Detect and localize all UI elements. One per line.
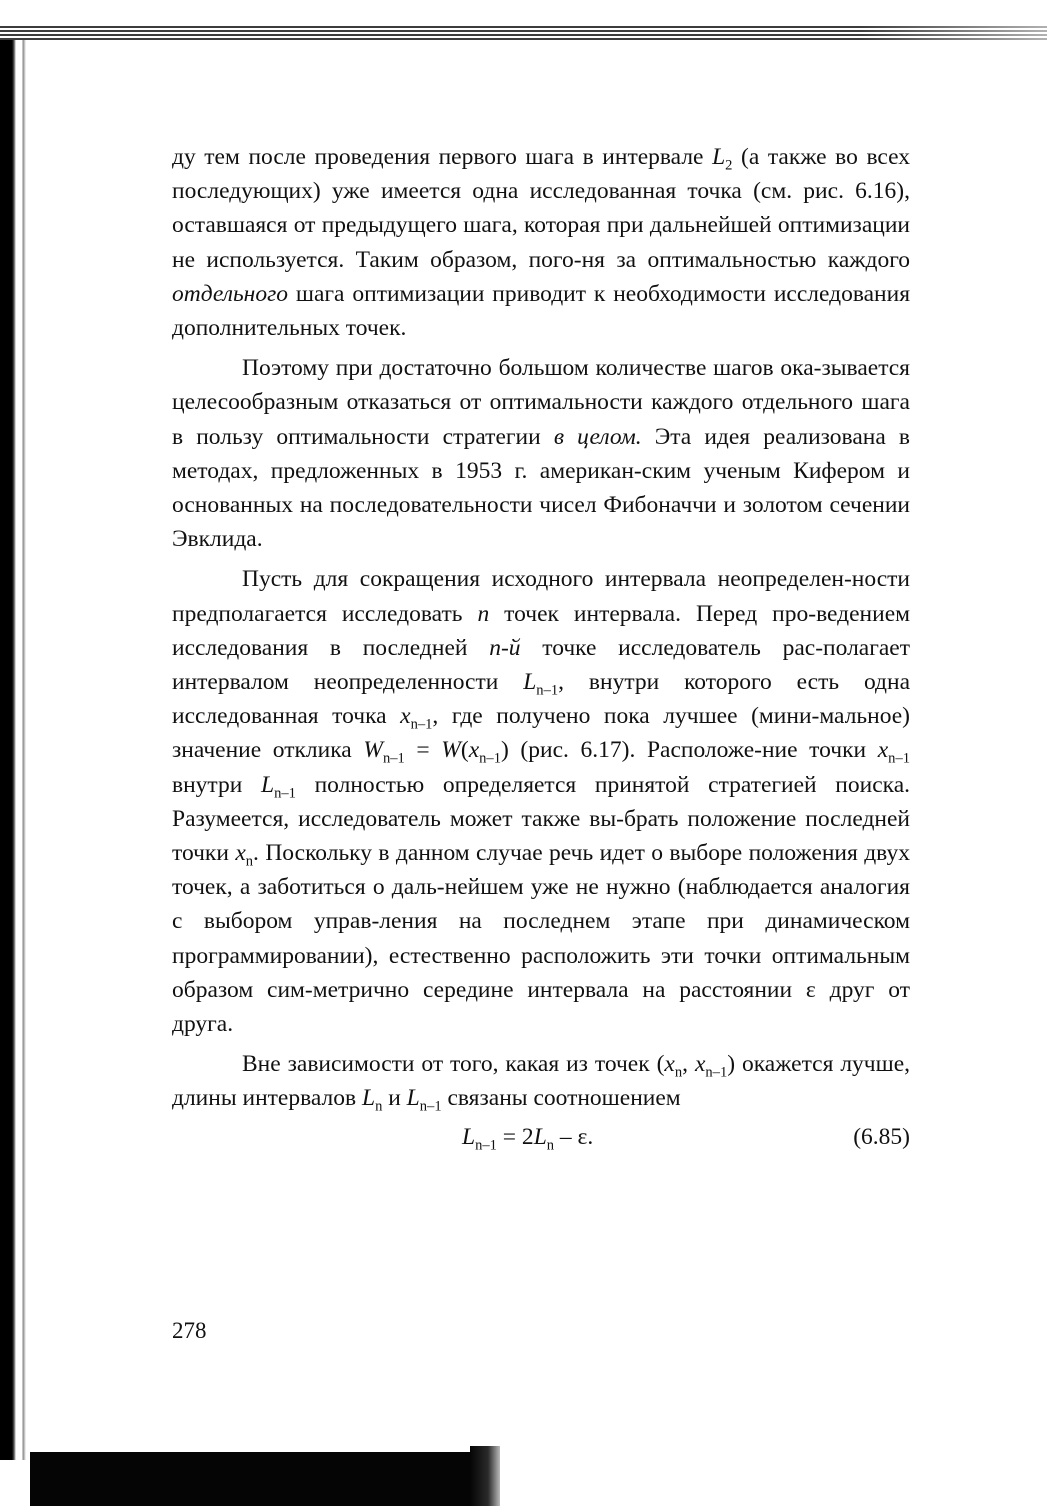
text-run: = 2 bbox=[496, 1123, 534, 1150]
subscript: n–1 bbox=[536, 682, 559, 699]
equation-6-85 bbox=[172, 1120, 910, 1156]
subscript: n–1 bbox=[705, 1064, 728, 1081]
text-run: внутри bbox=[172, 771, 261, 798]
text-run: – ε. bbox=[554, 1123, 594, 1150]
subscript: n bbox=[546, 1137, 555, 1154]
text-run: , bbox=[682, 1051, 695, 1078]
text-run: Вне зависимости от того, какая из точек ( bbox=[242, 1051, 665, 1078]
paragraph-strategy bbox=[172, 351, 910, 556]
text-run: и bbox=[382, 1085, 407, 1112]
text-run: (а также во всех последующих) уже имеется одна исследованная точка (см. рис. 6.16), оставшаяся от предыдущего шага, которая при дальнейшей оптимизации не используется. Таким образом, пого-ня за оптимальностью каждого bbox=[172, 144, 910, 273]
text-run: Пусть для сокращения исходного интервала неопределен-ности предполагается исследовать bbox=[172, 566, 910, 627]
page-number: 278 bbox=[172, 1318, 207, 1343]
text-run: точек интервала. Перед про-ведением исследования в последней bbox=[172, 600, 910, 661]
text-run: шага оптимизации приводит к необходимости исследования дополнительных точек. bbox=[172, 280, 910, 342]
subscript: n bbox=[674, 1064, 683, 1081]
italic-text: в целом. bbox=[553, 423, 642, 450]
italic-text: L bbox=[712, 144, 726, 170]
scan-bottom-bar bbox=[30, 1452, 500, 1506]
page-body bbox=[172, 140, 910, 1156]
paragraph-last-point bbox=[172, 562, 910, 1041]
italic-text: L bbox=[260, 771, 275, 798]
italic-text: x bbox=[694, 1051, 706, 1078]
text-run: ) (рис. 6.17). Расположе-ние точки bbox=[500, 737, 878, 764]
text-run: ду тем после проведения первого шага в интервале bbox=[172, 144, 713, 170]
text-run: , внутри которого есть одна исследованная точка bbox=[172, 669, 910, 730]
text-run: . Поскольку в данном случае речь идет о выборе положения двух точек, а заботиться о даль-нейшем уже не нужно (наблюдается аналогия с выбором управ-ления на последнем этапе при динамическом программировании), естественно расположить эти точки оптимальным образом сим-метрично середине интервала на расстоянии ε друг от друга. bbox=[172, 840, 910, 1038]
paragraph-relation bbox=[172, 1047, 910, 1115]
scan-top-rule-fade bbox=[860, 26, 1047, 40]
equation-number: (6.85) bbox=[853, 1123, 910, 1150]
italic-text: x bbox=[877, 737, 889, 764]
subscript: n bbox=[245, 853, 254, 870]
subscript: n–1 bbox=[888, 751, 910, 768]
subscript: n–1 bbox=[274, 785, 296, 802]
text-run: ) окажется лучше, длины интервалов bbox=[172, 1051, 911, 1112]
text-run: связаны соотношением bbox=[441, 1085, 681, 1112]
italic-text: L bbox=[406, 1085, 420, 1112]
italic-text: n bbox=[477, 600, 490, 627]
italic-text: W bbox=[441, 737, 461, 764]
italic-text: x bbox=[468, 737, 480, 764]
subscript: n–1 bbox=[475, 1137, 497, 1154]
italic-text: L bbox=[361, 1085, 376, 1112]
text-run: Эта идея реализована в методах, предложенных в 1953 г. американ-ским ученым Кифером и основанных на последовательности чисел Фибоначчи и золотом сечении Эвклида. bbox=[172, 423, 910, 553]
subscript: n–1 bbox=[419, 1099, 442, 1116]
italic-text: x bbox=[664, 1051, 675, 1078]
scan-bottom-bar-tail bbox=[470, 1446, 500, 1506]
italic-text: отдельного bbox=[172, 280, 289, 307]
italic-text: L bbox=[462, 1123, 476, 1150]
text-run: полностью определяется принятой стратегией поиска. Разумеется, исследователь может также вы-брать положение последней точки bbox=[172, 771, 910, 867]
text-run: Поэтому при достаточно большом количестве шагов ока-зывается целесообразным отказаться от оптимальности каждого отдельного шага в пользу оптимальности стратегии bbox=[172, 355, 910, 450]
italic-text: x bbox=[400, 703, 411, 730]
text-run: = bbox=[404, 737, 442, 764]
italic-text: W bbox=[363, 737, 383, 764]
subscript: n–1 bbox=[479, 751, 501, 768]
text-run: точке исследователь рас-полагает интервалом неопределенности bbox=[172, 634, 911, 696]
italic-text: n-й bbox=[489, 634, 521, 661]
italic-text: x bbox=[235, 840, 246, 867]
italic-text: L bbox=[533, 1123, 547, 1150]
italic-text: L bbox=[523, 669, 537, 696]
scan-left-edge bbox=[0, 40, 26, 1460]
subscript: 2 bbox=[725, 157, 733, 174]
equation-body bbox=[462, 1120, 593, 1154]
paragraph-continued bbox=[172, 140, 910, 345]
subscript: n–1 bbox=[382, 751, 405, 768]
text-run: ( bbox=[460, 737, 469, 764]
subscript: n bbox=[375, 1099, 383, 1116]
text-run: , где получено пока лучшее (мини-мальное) значение отклика bbox=[172, 703, 911, 764]
subscript: n–1 bbox=[410, 716, 433, 733]
